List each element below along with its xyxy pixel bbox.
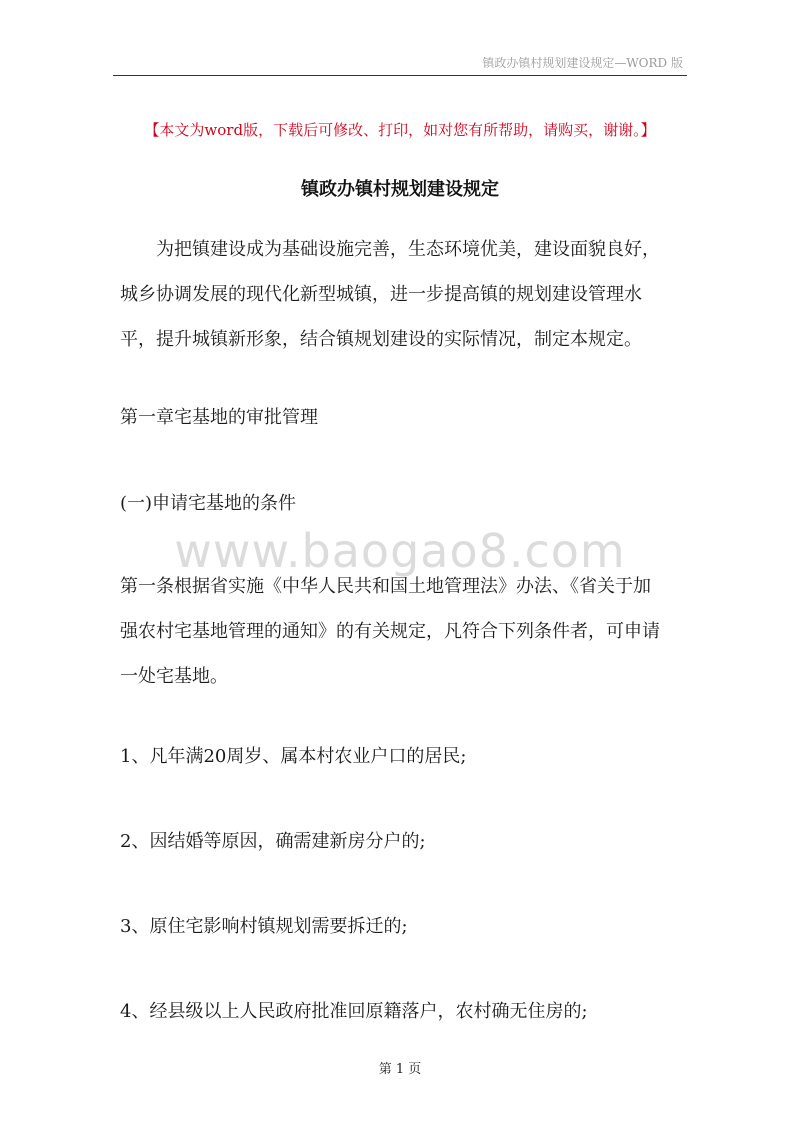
condition-item: 1、凡年满20周岁、属本村农业户口的居民; xyxy=(120,746,467,767)
intro-paragraph xyxy=(120,227,688,362)
purchase-notice: 【本文为word版，下载后可修改、打印，如对您有所帮助，请购买，谢谢。】 xyxy=(144,121,656,139)
article-paragraph xyxy=(120,564,688,699)
running-header: 镇政办镇村规划建设规定—WORD 版 xyxy=(482,56,683,70)
watermark: www.baogao8.com xyxy=(174,524,626,578)
intro-line: 平，提升城镇新形象，结合镇规划建设的实际情况，制定本规定。 xyxy=(120,329,642,350)
article-line: 强农村宅基地管理的通知》的有关规定，凡符合下列条件者，可申请 xyxy=(120,621,660,642)
condition-item: 4、经县级以上人民政府批准回原籍落户，农村确无住房的; xyxy=(120,1001,588,1022)
condition-item: 3、原住宅影响村镇规划需要拆迁的; xyxy=(120,916,408,937)
chapter-heading: 第一章宅基地的审批管理 xyxy=(120,407,318,428)
article-line: 一处宅基地。 xyxy=(120,666,228,687)
article-line: 第一条根据省实施《中华人民共和国土地管理法》办法、《省关于加 xyxy=(120,576,651,597)
section-heading: (一)申请宅基地的条件 xyxy=(120,493,297,514)
intro-line: 为把镇建设成为基础设施完善，生态环境优美，建设面貌良好， xyxy=(156,239,660,260)
document-title: 镇政办镇村规划建设规定 xyxy=(301,179,499,200)
header-divider xyxy=(113,75,687,76)
intro-line: 城乡协调发展的现代化新型城镇，进一步提高镇的规划建设管理水 xyxy=(120,284,642,305)
page-number: 第 1 页 xyxy=(378,1062,422,1077)
condition-item: 2、因结婚等原因，确需建新房分户的; xyxy=(120,831,426,852)
